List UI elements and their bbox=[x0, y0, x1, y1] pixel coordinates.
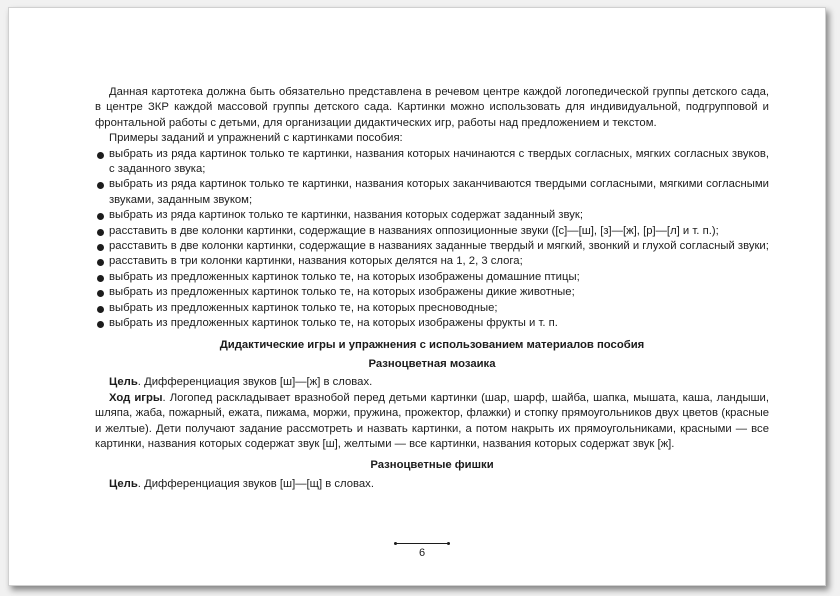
bullet-icon bbox=[97, 290, 104, 297]
page-number: 6 bbox=[418, 547, 426, 559]
task-list bbox=[95, 147, 769, 332]
page-footer bbox=[9, 536, 825, 562]
examples-intro: Примеры заданий и упражнений с картинками пособия: bbox=[109, 132, 403, 145]
page-content bbox=[95, 85, 769, 492]
list-item: выбрать из предложенных картинок только те, на которых изображены домашние птицы; bbox=[95, 270, 769, 285]
bullet-icon bbox=[97, 321, 104, 328]
game-title-chips: Разноцветные фишки bbox=[370, 459, 494, 472]
game-title-mosaic: Разноцветная мозаика bbox=[368, 357, 496, 370]
list-item: расставить в три колонки картинки, названия которых делятся на 1, 2, 3 слога; bbox=[95, 254, 769, 269]
list-item: выбрать из ряда картинок только те картинки, названия которых начинаются с твердых согласных, мягких согласных звуков, с заданного звука; bbox=[95, 147, 769, 178]
bullet-icon bbox=[97, 182, 104, 189]
list-item: выбрать из ряда картинок только те картинки, названия которых заканчиваются твердыми согласными, мягкими согласными звуками, заданным звуком; bbox=[95, 177, 769, 208]
bullet-icon bbox=[97, 244, 104, 251]
bullet-icon bbox=[97, 259, 104, 266]
goal-label: Цель bbox=[109, 376, 138, 389]
goal-label: Цель bbox=[109, 477, 138, 490]
game1-process: Ход игры. Логопед раскладывает вразнобой перед детьми картинки (шар, шарф, шайба, шапка, мышата, каша, ландыши, шляпа, жаба, пожарный, ежата, пижама, моржи, пружина, прожектор, флажки) и стопку прямоугольников двух цветов (красные и желтые). Дети получают задание рассмотреть и назвать картинки, а потом накрыть их прямоугольниками, красными — все картинки, названия которых содержат звук [ш], желтыми — все картинки, названия которых содержат звук [ж]. bbox=[95, 391, 769, 450]
bullet-icon bbox=[97, 306, 104, 313]
list-item: выбрать из ряда картинок только те картинки, названия которых содержат заданный звук; bbox=[95, 208, 769, 223]
list-item: выбрать из предложенных картинок только те, на которых изображены дикие животные; bbox=[95, 285, 769, 300]
list-item: выбрать из предложенных картинок только те, на которых изображены фрукты и т. п. bbox=[95, 316, 769, 331]
section-title: Дидактические игры и упражнения с использованием материалов пособия bbox=[219, 338, 645, 351]
game2-goal: Цель. Дифференциация звуков [ш]—[щ] в словах. bbox=[109, 477, 374, 490]
bullet-icon bbox=[97, 275, 104, 282]
footer-rule bbox=[396, 543, 448, 544]
process-label: Ход игры bbox=[109, 391, 163, 404]
list-item: выбрать из предложенных картинок только те, на которых пресноводные; bbox=[95, 301, 769, 316]
bullet-icon bbox=[97, 152, 104, 159]
game1-goal: Цель. Дифференциация звуков [ш]—[ж] в словах. bbox=[109, 376, 373, 389]
bullet-icon bbox=[97, 213, 104, 220]
bullet-icon bbox=[97, 229, 104, 236]
list-item: расставить в две колонки картинки, содержащие в названиях оппозиционные звуки ([с]—[ш], [з]—[ж], [р]—[л] и т. п.); bbox=[95, 224, 769, 239]
intro-paragraph: Данная картотека должна быть обязательно представлена в речевом центре каждой логопедической группы детского сада, в центре ЗКР каждой массовой группы детского сада. Картинки можно использовать для индивидуальной, подгрупповой и фронтальной работы с детьми, для организации дидактических игр, работы над предложением и текстом. bbox=[95, 86, 769, 129]
document-page bbox=[8, 7, 826, 586]
list-item: расставить в две колонки картинки, содержащие в названиях заданные твердый и мягкий, звонкий и глухой согласный звуки; bbox=[95, 239, 769, 254]
